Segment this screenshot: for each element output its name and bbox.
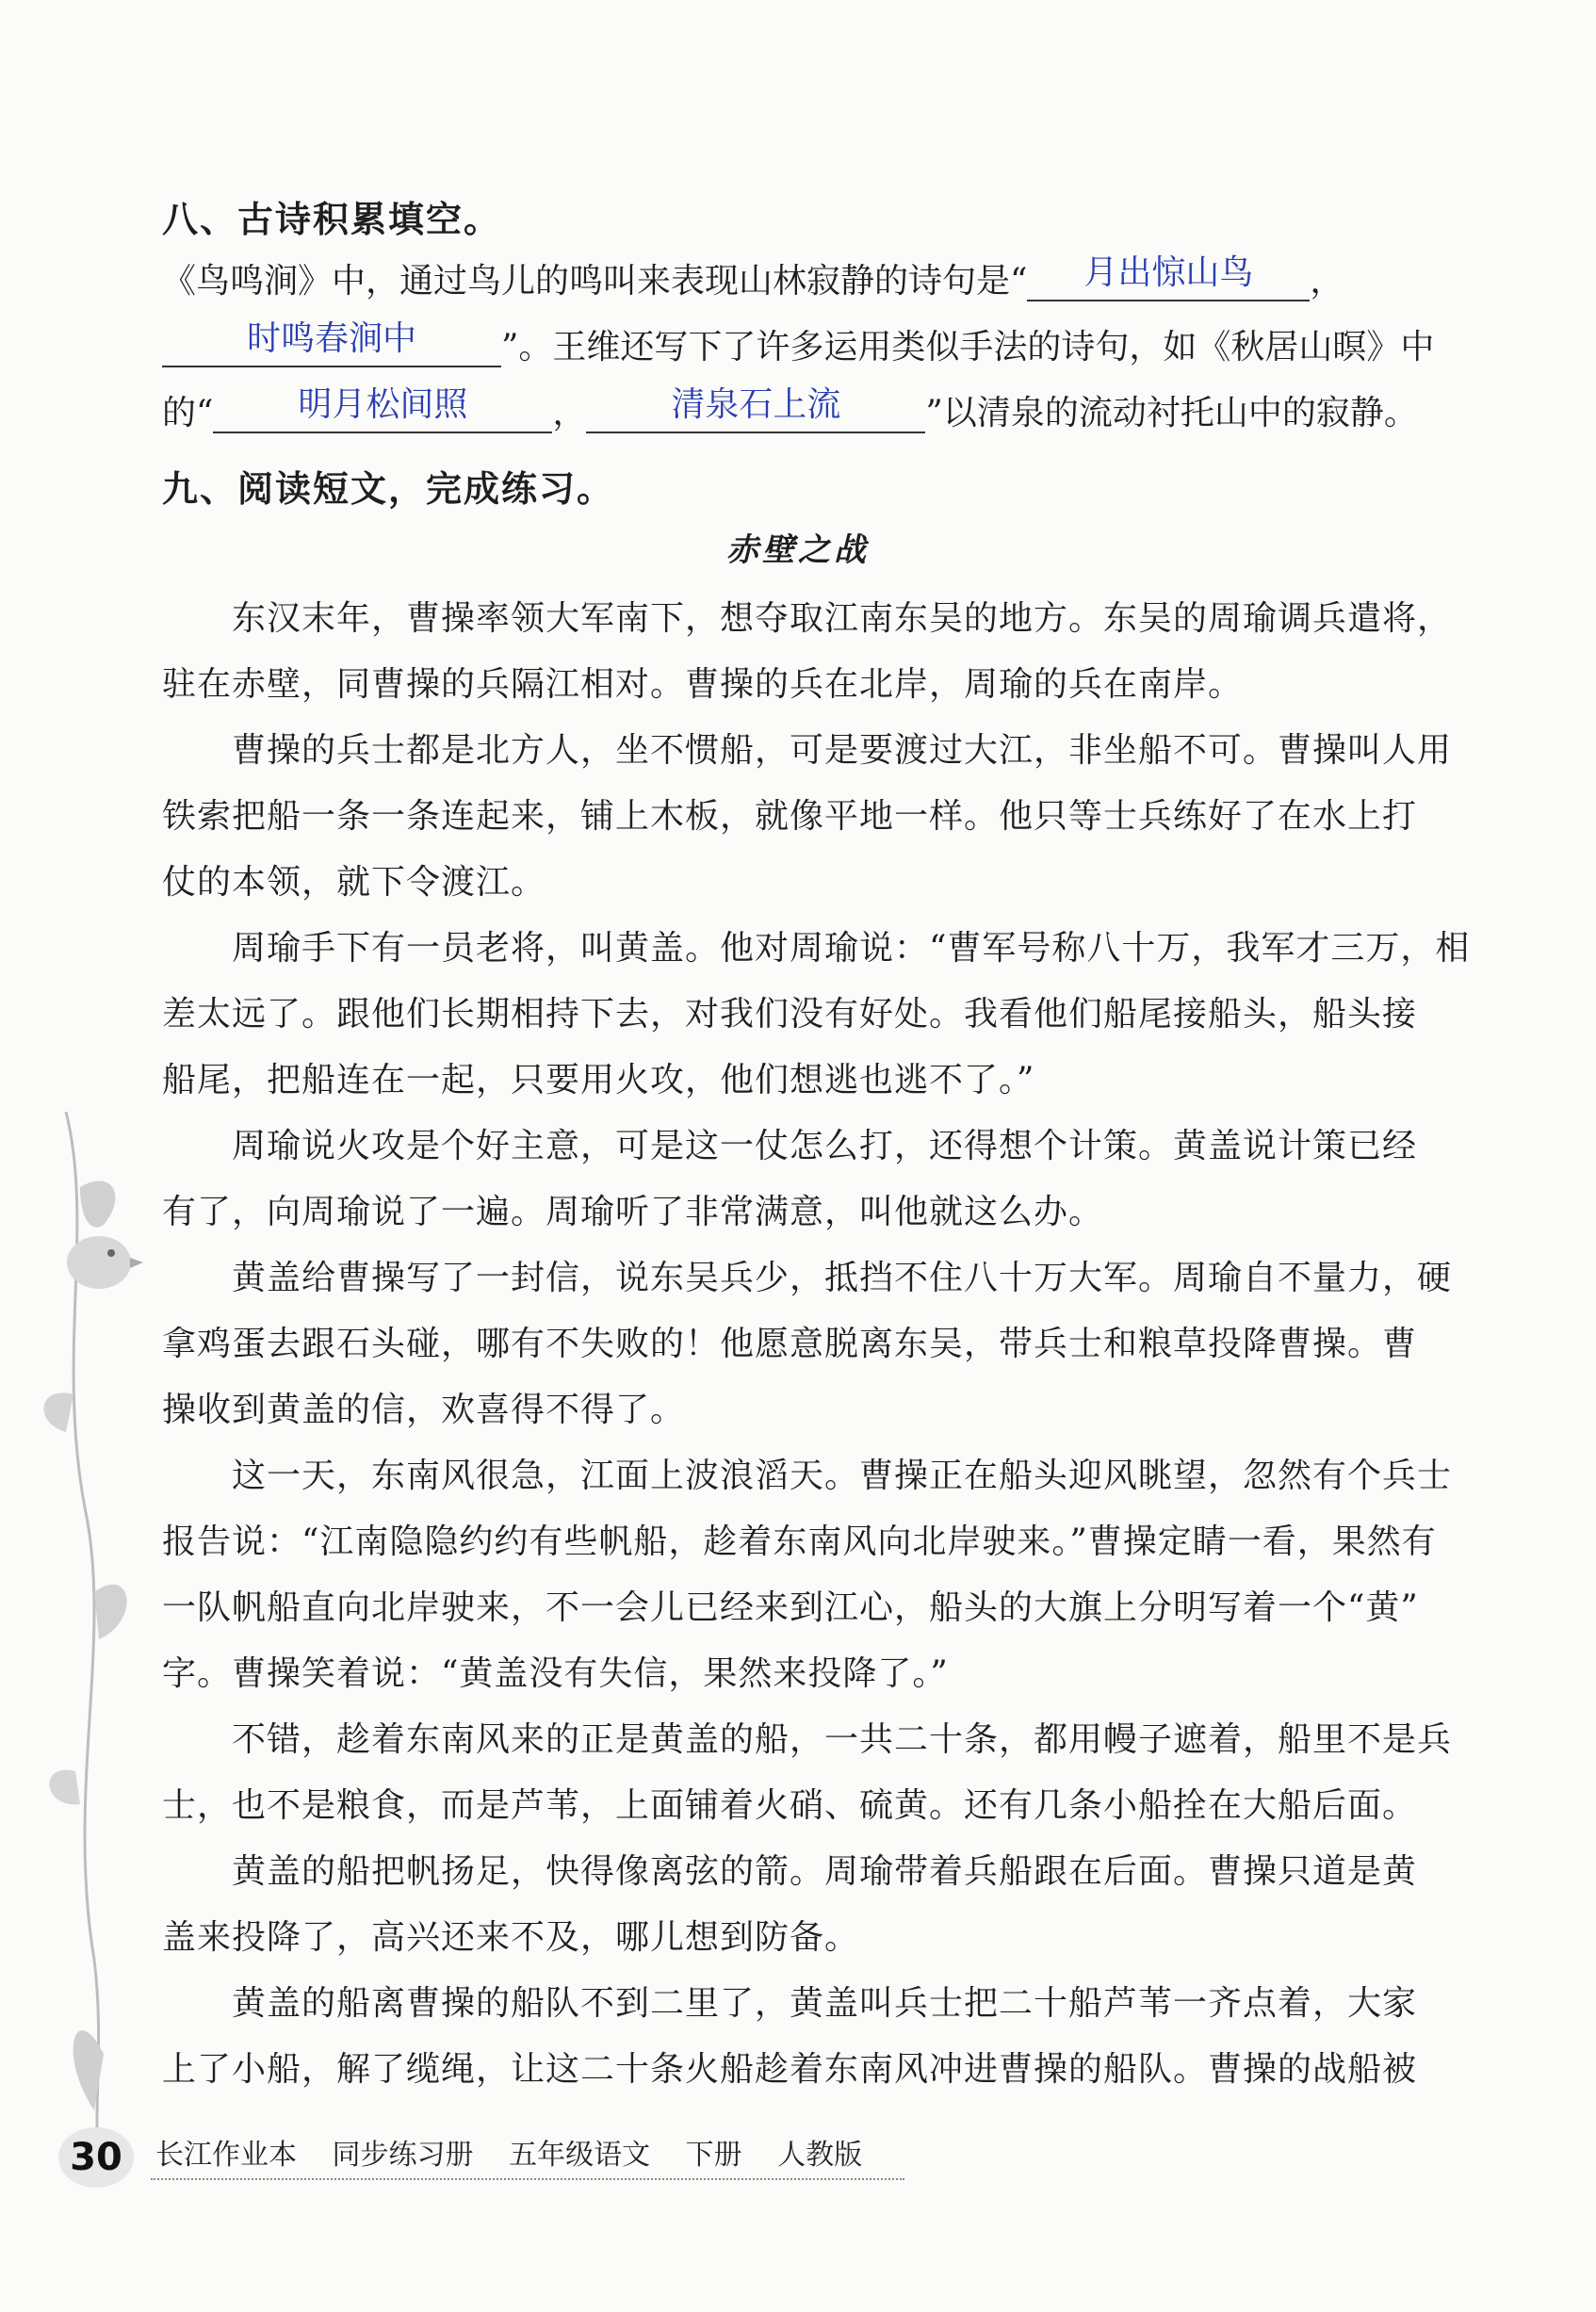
page-number: 30 [58, 2127, 134, 2188]
story-line: 盖来投降了，高兴还来不及，哪儿想到防备。 [162, 1918, 860, 1957]
section8-line1 [162, 254, 1481, 302]
story-line: 拿鸡蛋去跟石头碰，哪有不失败的！他愿意脱离东吴，带兵士和粮草投降曹操。曹 [162, 1325, 1418, 1363]
section8-line3 [162, 386, 1481, 434]
answer-blank-1[interactable] [1027, 253, 1310, 301]
story-line: 一队帆船直向北岸驶来，不一会儿已经来到江心，船头的大旗上分明写着一个“黄” [162, 1588, 1419, 1627]
story-line: 黄盖给曹操写了一封信，说东吴兵少，抵挡不住八十万大军。周瑜自不量力，硬 [162, 1259, 1453, 1297]
story-line: 周瑜手下有一员老将，叫黄盖。他对周瑜说：“曹军号称八十万，我军才三万，相 [162, 929, 1471, 968]
story-line: 黄盖的船把帆扬足，快得像离弦的箭。周瑜带着兵船跟在后面。曹操只道是黄 [162, 1852, 1418, 1891]
footer-item: 长江作业本 [155, 2139, 297, 2172]
story-line: 字。曹操笑着说：“黄盖没有失信，果然来投降了。” [162, 1654, 949, 1693]
section8-line3-suffix: ”以清泉的流动衬托山中的寂静。 [925, 394, 1418, 432]
footer-item: 五年级语文 [509, 2139, 651, 2172]
footer-item: 下册 [685, 2139, 742, 2172]
section8-line2 [162, 320, 1481, 368]
section8-title: 八、古诗积累填空。 [162, 199, 502, 240]
story-line: 报告说：“江南隐隐约约有些帆船，趁着东南风向北岸驶来。”曹操定睛一看，果然有 [162, 1522, 1437, 1561]
story-line: 有了，向周瑜说了一遍。周瑜听了非常满意，叫他就这么办。 [162, 1193, 1104, 1231]
answer-1: 月出惊山鸟 [1083, 253, 1254, 292]
footer-divider [151, 2178, 904, 2180]
answer-3: 明月松间照 [298, 385, 468, 424]
story-line: 差太远了。跟他们长期相持下去，对我们没有好处。我看他们船尾接船头，船头接 [162, 995, 1418, 1034]
story-title: 赤壁之战 [726, 531, 870, 569]
story-line: 驻在赤壁，同曹操的兵隔江相对。曹操的兵在北岸，周瑜的兵在南岸。 [162, 665, 1244, 704]
story-line: 不错，趁着东南风来的正是黄盖的船，一共二十条，都用幔子遮着，船里不是兵 [162, 1720, 1453, 1759]
story-line: 船尾，把船连在一起，只要用火攻，他们想逃也逃不了。” [162, 1061, 1035, 1099]
section8-line1-prefix: 《鸟鸣涧》中，通过鸟儿的鸣叫来表现山林寂静的诗句是“ [162, 262, 1028, 301]
answer-4: 清泉石上流 [671, 385, 841, 424]
section8-line1-suffix: ， [1310, 262, 1344, 301]
story-line: 操收到黄盖的信，欢喜得不得了。 [162, 1391, 686, 1429]
section9-title: 九、阅读短文，完成练习。 [162, 468, 615, 510]
story-line: 周瑜说火攻是个好主意，可是这一仗怎么打，还得想个计策。黄盖说计策已经 [162, 1127, 1418, 1165]
story-line: 曹操的兵士都是北方人，坐不惯船，可是要渡过大江，非坐船不可。曹操叫人用 [162, 731, 1453, 770]
story-line: 铁索把船一条一条连起来，铺上木板，就像平地一样。他只等士兵练好了在水上打 [162, 797, 1418, 836]
answer-blank-3[interactable] [213, 385, 552, 433]
section8-line3-mid: ， [552, 394, 587, 432]
section8-line2-suffix: ”。王维还写下了许多运用类似手法的诗句，如《秋居山暝》中 [501, 328, 1435, 366]
story-line: 士，也不是粮食，而是芦苇，上面铺着火硝、硫黄。还有几条小船拴在大船后面。 [162, 1786, 1418, 1825]
answer-blank-2[interactable] [162, 319, 501, 367]
answer-2: 时鸣春涧中 [246, 319, 416, 358]
footer-book-info [155, 2131, 888, 2173]
story-line: 东汉末年，曹操率领大军南下，想夺取江南东吴的地方。东吴的周瑜调兵遣将， [162, 599, 1453, 638]
answer-blank-4[interactable] [586, 385, 925, 433]
section8-line3-prefix: 的“ [162, 394, 214, 432]
footer-item: 人教版 [777, 2139, 863, 2172]
vine-bird-decoration-icon [38, 1112, 160, 2148]
story-line: 黄盖的船离曹操的船队不到二里了，黄盖叫兵士把二十船芦苇一齐点着，大家 [162, 1984, 1418, 2023]
story-line: 上了小船，解了缆绳，让这二十条火船趁着东南风冲进曹操的船队。曹操的战船被 [162, 2050, 1418, 2089]
story-line: 仗的本领，就下令渡江。 [162, 863, 546, 902]
story-line: 这一天，东南风很急，江面上波浪滔天。曹操正在船头迎风眺望，忽然有个兵士 [162, 1457, 1453, 1495]
footer-item: 同步练习册 [332, 2139, 474, 2172]
